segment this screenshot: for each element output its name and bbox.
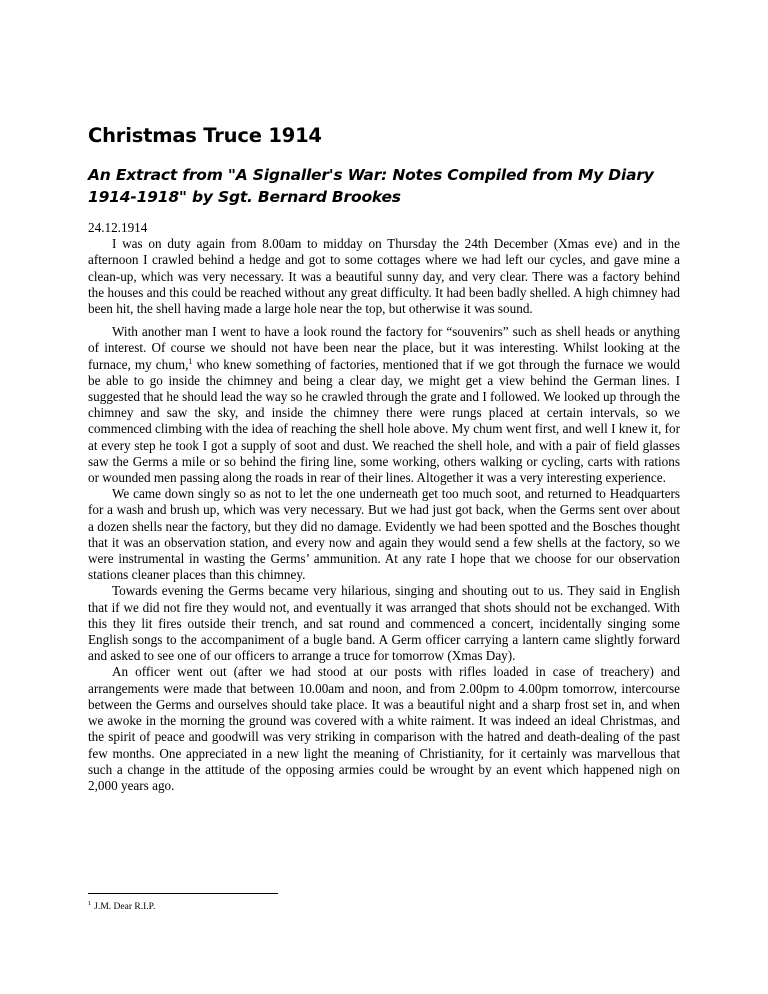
footnote: [88, 901, 155, 913]
footnote-reference[interactable]: 1: [188, 356, 193, 366]
paragraph-4: Towards evening the Germs became very hilarious, singing and shouting out to us. They said in English that if we did not fire they would not, and eventually it was arranged that shots should not be exchanged. With this they lit fires outside their trench, and sat round and commenced a concert, incidentally singing some English songs to the accompaniment of a bugle band. A Germ officer carrying a lantern came slightly forward and asked to see one of our officers to arrange a truce for tomorrow (Xmas Day).: [88, 583, 680, 664]
footnote-divider: [88, 893, 278, 894]
diary-date: 24.12.1914: [88, 220, 148, 235]
paragraph-2: [88, 324, 680, 486]
document-subtitle: An Extract from "A Signaller's War: Notes Compiled from My Diary 1914-1918" by Sgt. Bernard Brookes: [88, 166, 654, 206]
paragraph-5: An officer went out (after we had stood at our posts with rifles loaded in case of treachery) and arrangements were made that between 10.00am and noon, and from 2.00pm to 4.00pm tomorrow, intercourse between the Germs and ourselves should take place. It was a beautiful night and a sharp frost set in, and when we awoke in the morning the ground was covered with a white raiment. It was indeed an ideal Christmas, and the spirit of peace and goodwill was very striking in comparison with the hatred and death-dealing of the past few months. One appreciated in a new light the meaning of Christianity, for it certainly was marvellous that such a change in the attitude of the opposing armies could be wrought by an event which happened nigh on 2,000 years ago.: [88, 664, 680, 793]
paragraph-3: We came down singly so as not to let the one underneath get too much soot, and returned to Headquarters for a wash and brush up, which was very necessary. But we had just got back, when the Germs sent over about a dozen shells near the factory, but they did no damage. Evidently we had been spotted and the Bosches thought that it was an observation station, and every now and again they would send a few shells at the factory, so we were instrumental in wasting the Germs’ ammunition. At any rate I hope that we choose for our observation stations cleaner places than this chimney.: [88, 486, 680, 583]
document-title: Christmas Truce 1914: [88, 124, 322, 147]
document-body: [88, 220, 680, 794]
document-page: [88, 124, 680, 794]
paragraph-1: I was on duty again from 8.00am to midday on Thursday the 24th December (Xmas eve) and in the afternoon I crawled behind a hedge and got to some cottages where we had left our cycles, and gave mine a clean-up, which was very necessary. It was a beautiful sunny day, and very clear. There was a factory behind the houses and this could be reached without any great difficulty. It had been badly shelled. A high chimney had been hit, the shell having made a large hole near the top, but otherwise it was sound.: [88, 236, 680, 317]
paragraph-2-before-ref: With another man I went to have a look round the factory for “souvenirs” such as shell heads or anything of interest. Of course we should not have been near the place, but it was interesting. Whilst looking at the furnace, my chum,: [88, 324, 680, 372]
footnote-marker: 1: [88, 900, 92, 907]
paragraph-2-after-ref: who knew something of factories, mentioned that if we got through the furnace we would be able to go inside the chimney and being a clear day, we might get a view behind the German lines. I suggested that he should lead the way so he crawled through the grate and I followed. We looked up through the chimney and saw the sky, and inside the chimney there were rungs placed at certain intervals, so we commenced climbing with the idea of reaching the shell hole above. My chum went first, and well I knew it, for at every step he took I got a supply of soot and dust. We reached the shell hole, and with a pair of field glasses saw the Germs a mile or so behind the firing line, some working, others walking or cycling, carts with rations or wounded men passing along the roads in rear of their lines. Altogether it was a very interesting experience.: [88, 356, 680, 486]
footnote-text: J.M. Dear R.I.P.: [94, 902, 156, 912]
